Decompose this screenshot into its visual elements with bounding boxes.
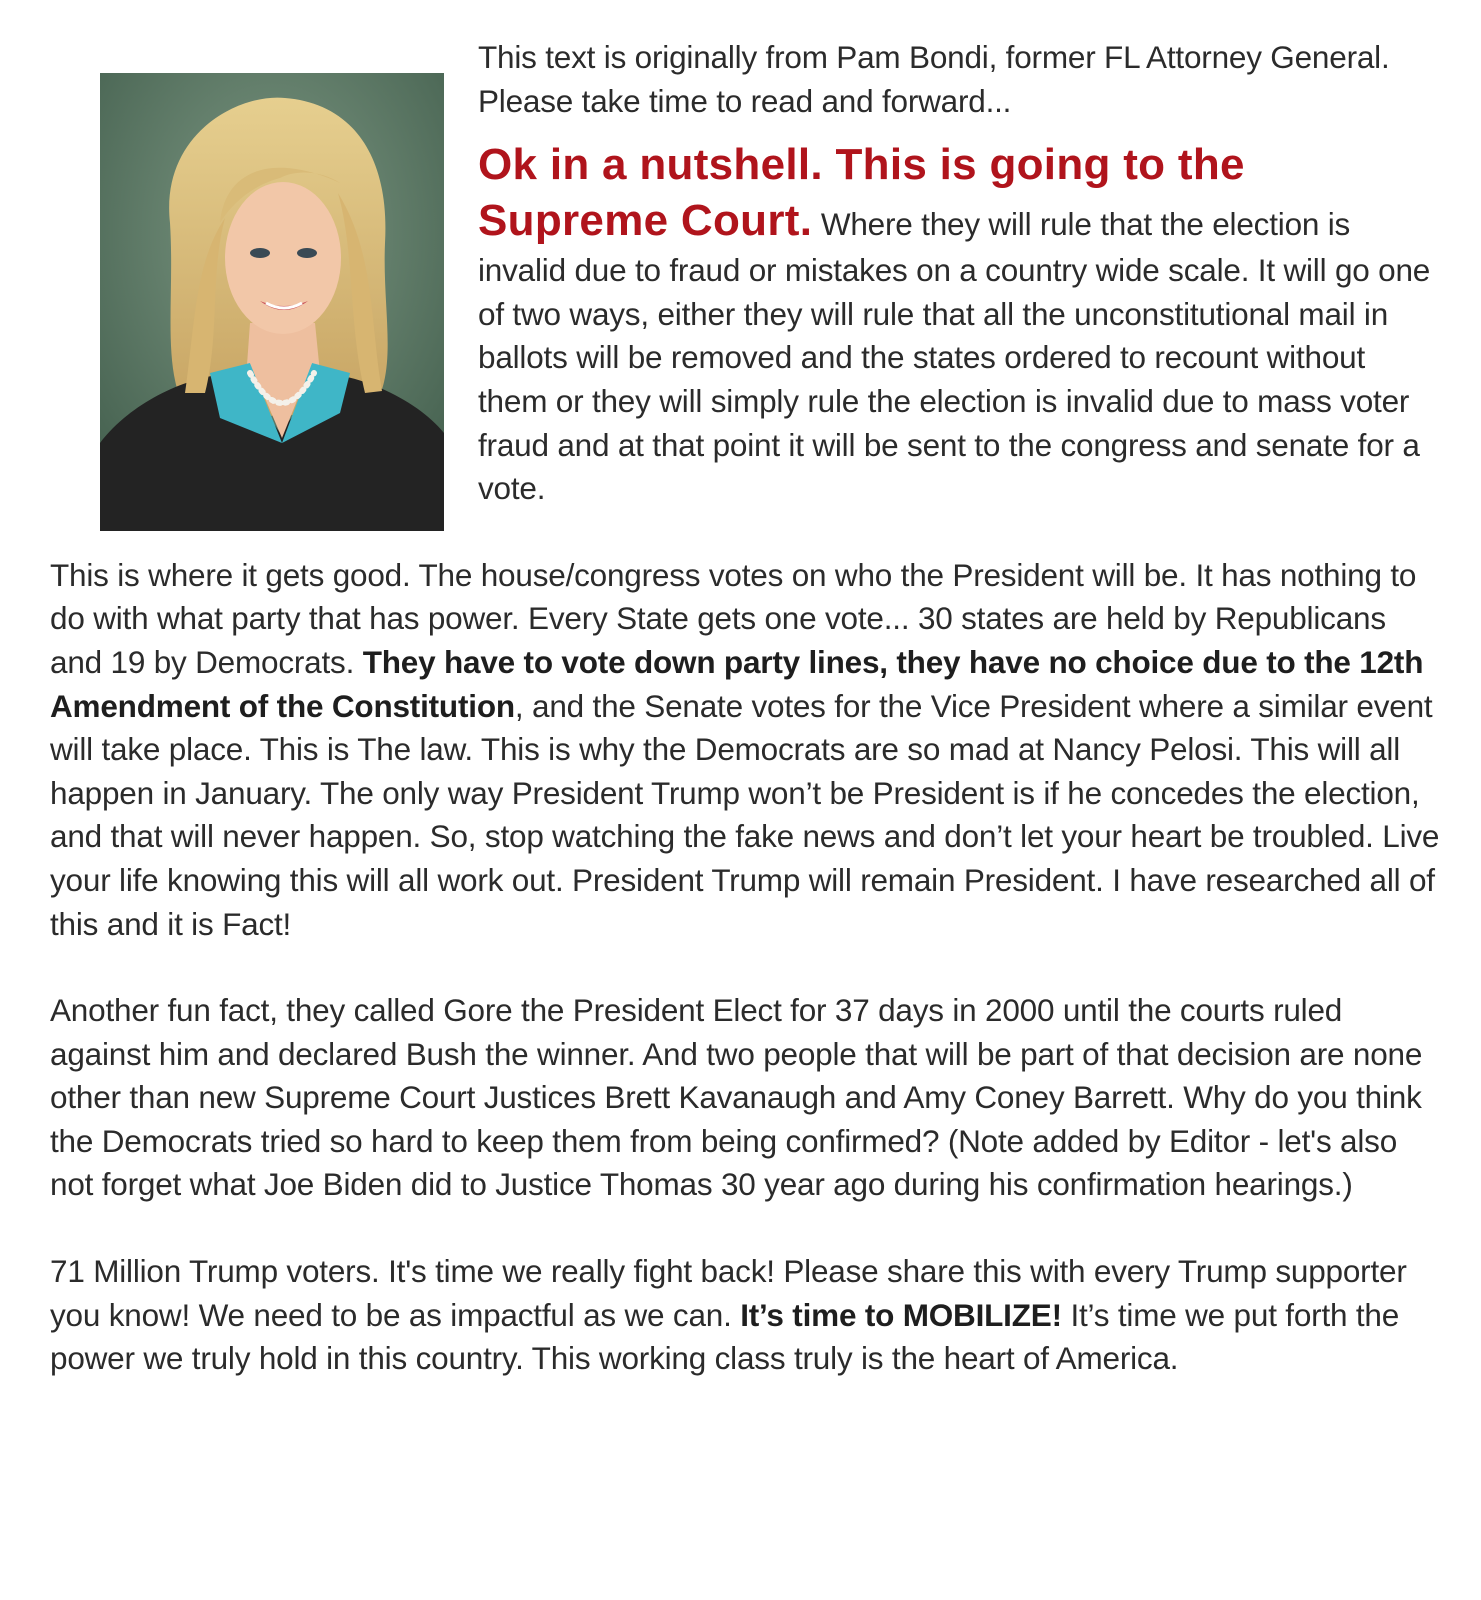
paragraph-4-bold: It’s time to MOBILIZE! — [740, 1296, 1062, 1333]
headline: Ok in a nutshell. This is going to the Supreme Court. — [478, 140, 1245, 246]
portrait-photo — [100, 73, 444, 531]
woman-portrait-photo-icon — [100, 73, 444, 531]
paragraph-2 — [0, 554, 1441, 946]
paragraph-2-bold: They have to vote down party lines, they have no choice due to the 12th Amendment of the Constitution — [50, 643, 1424, 724]
paragraph-1 — [0, 36, 1441, 511]
paragraph-3: Another fun fact, they called Gore the President Elect for 37 days in 2000 until the courts ruled against him and declared Bush the winner. And two people that will be part of that decision are none other than new Supreme Court Justices Brett Kavanaugh and Amy Coney Barrett. Why do you think the Democrats tried so hard to keep them from being confirmed? (Note added by Editor - let's also not forget what Joe Biden did to Justice Thomas 30 year ago during his confirmation hearings.) — [50, 992, 1423, 1203]
paragraph-4-text-b: It’s time we put forth the power we truly hold in this country. This working class truly is the heart of America. — [50, 1296, 1400, 1377]
intro-text: This text is originally from Pam Bondi, former FL Attorney General. Please take time to read and forward... — [478, 39, 1390, 119]
paragraph-1-body: Where they will rule that the election is invalid due to fraud or mistakes on a country wide scale. It will go one of two ways, either they will rule that all the unconstitutional mail in ballots will be removed and the states ordered to recount without them or they will simply rule the election is invalid due to mass voter fraud and at that point it will be sent to the congress and senate for a vote. — [478, 206, 1431, 507]
paragraph-4 — [0, 1250, 1441, 1381]
paragraph-gap — [0, 946, 1441, 989]
paragraph-4-text-a: 71 Million Trump voters. It's time we really fight back! Please share this with every Trump supporter you know! We need to be as impactful as we can. — [50, 1253, 1407, 1333]
paragraph-2-text-a: This is where it gets good. The house/congress votes on who the President will be. It has nothing to do with what party that has power. Every State gets one vote... 30 states are held by Republicans and 19 by Democrats. — [50, 556, 1417, 680]
paragraph-gap — [0, 1207, 1441, 1250]
paragraph-2-text-b: , and the Senate votes for the Vice President where a similar event will take place. This is The law. This is why the Democrats are so mad at Nancy Pelosi. This will all happen in January. The only way President Trump won’t be President is if he concedes the election, and that will never happen. So, stop watching the fake news and don’t let your heart be troubled. Live your life knowing this will all work out. President Trump will remain President. I have researched all of this and it is Fact! — [50, 687, 1440, 942]
